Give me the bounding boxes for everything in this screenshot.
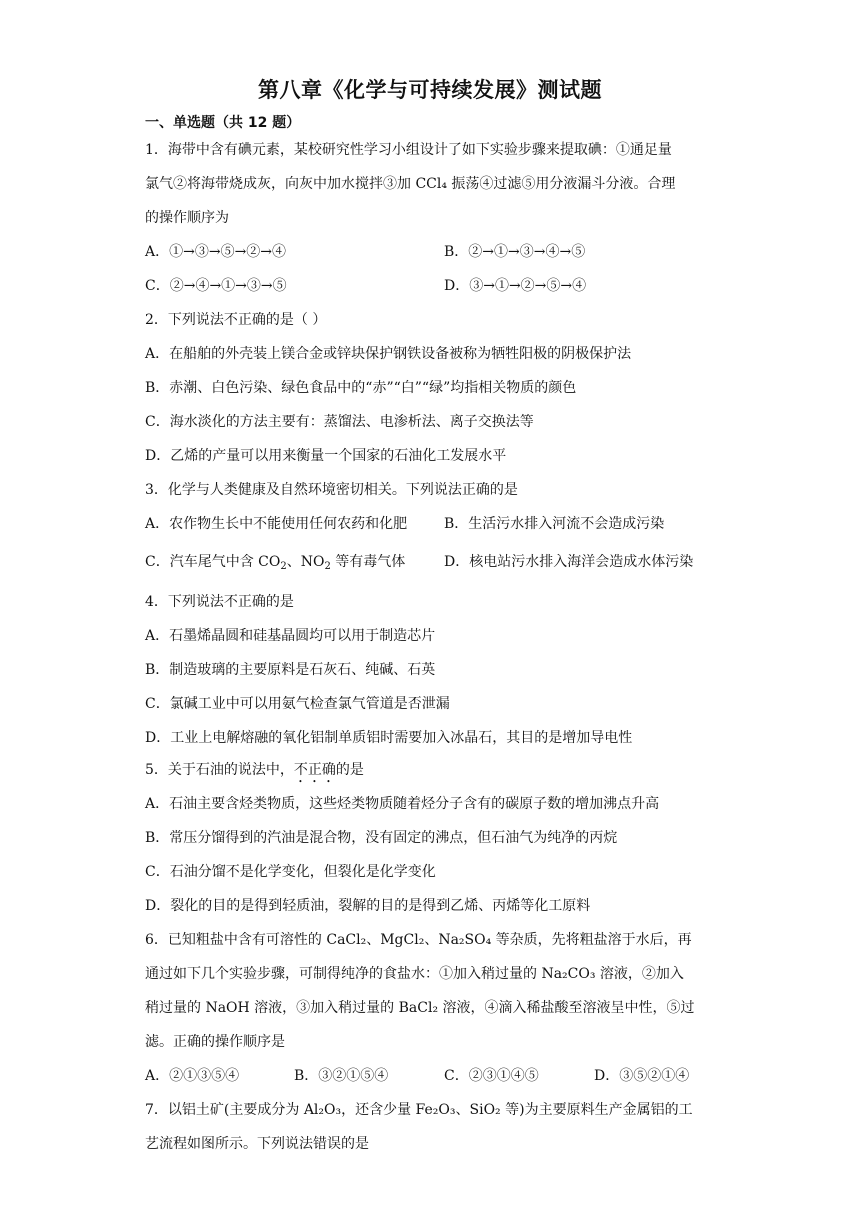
section-heading: 一、单选题（共 12 题） [145,115,301,131]
question-1-line-1: 1．海带中含有碘元素，某校研究性学习小组设计了如下实验步骤来提取碘：①通足量 [145,142,672,158]
question-6-line-1: 6．已知粗盐中含有可溶性的 CaCl₂、MgCl₂、Na₂SO₄ 等杂质，先将粗盐溶于水后，再 [145,932,692,948]
question-6-option-b: B．③②①⑤④ [294,1068,389,1084]
question-3-option-c: C．汽车尾气中含 $CO_2$、$NO_2$ 等有毒气体 [145,554,406,572]
question-1-option-b: B．②→①→③→④→⑤ [444,244,586,260]
question-4-option-c: C．氯碱工业中可以用氨气检查氯气管道是否泄漏 [145,696,450,712]
question-5-stem: 5．关于石油的说法中，不正确的是 [145,762,364,778]
emphasized-text: 不正确 [293,762,336,778]
question-6-option-a: A．②①③⑤④ [145,1068,240,1084]
question-6-option-c: C．②③①④⑤ [444,1068,539,1084]
question-2-option-b: B．赤潮、白色污染、绿色食品中的“赤”“白”“绿”均指相关物质的颜色 [145,380,577,396]
question-7-line-2: 艺流程如图所示。下列说法错误的是 [145,1136,369,1152]
question-4-stem: 4．下列说法不正确的是 [145,594,294,610]
question-4-option-b: B．制造玻璃的主要原料是石灰石、纯碱、石英 [145,662,436,678]
question-2-option-c: C．海水淡化的方法主要有：蒸馏法、电渗析法、离子交换法等 [145,414,534,430]
question-7-line-1: 7．以铝土矿(主要成分为 Al₂O₃，还含少量 Fe₂O₃、SiO₂ 等)为主要原料生产金属铝的工 [145,1102,693,1118]
page-title: 第八章《化学与可持续发展》测试题 [258,78,602,102]
question-2-stem: 2．下列说法不正确的是（ ） [145,312,327,328]
question-1-option-d: D．③→①→②→⑤→④ [444,278,587,294]
question-3-option-b: B．生活污水排入河流不会造成污染 [444,516,665,532]
question-3-stem: 3．化学与人类健康及自然环境密切相关。下列说法正确的是 [145,482,518,498]
question-1-line-3: 的操作顺序为 [145,210,229,226]
question-5-option-a: A．石油主要含烃类物质，这些烃类物质随着烃分子含有的碳原子数的增加沸点升高 [145,796,660,812]
question-5-option-b: B．常压分馏得到的汽油是混合物，没有固定的沸点，但石油气为纯净的丙烷 [145,830,618,846]
question-6-line-2: 通过如下几个实验步骤，可制得纯净的食盐水：①加入稍过量的 Na₂CO₃ 溶液，②加入 [145,966,684,982]
question-2-option-a: A．在船舶的外壳装上镁合金或锌块保护钢铁设备被称为牺牲阳极的阴极保护法 [145,346,632,362]
question-1-option-a: A．①→③→⑤→②→④ [145,244,287,260]
question-1-line-2: 氯气②将海带烧成灰，向灰中加水搅拌③加 CCl₄ 振荡④过滤⑤用分液漏斗分液。合理 [145,176,676,192]
question-2-option-d: D．乙烯的产量可以用来衡量一个国家的石油化工发展水平 [145,448,507,464]
question-6-line-3: 稍过量的 NaOH 溶液，③加入稍过量的 BaCl₂ 溶液，④滴入稀盐酸至溶液呈中性，⑤过 [145,1000,695,1016]
question-5-option-c: C．石油分馏不是化学变化，但裂化是化学变化 [145,864,436,880]
question-1-option-c: C．②→④→①→③→⑤ [145,278,287,294]
question-5-option-d: D．裂化的目的是得到轻质油，裂解的目的是得到乙烯、丙烯等化工原料 [145,898,591,914]
question-4-option-d: D．工业上电解熔融的氧化铝制单质铝时需要加入冰晶石，其目的是增加导电性 [145,730,633,746]
question-6-option-d: D．③⑤②①④ [594,1068,690,1084]
question-6-line-4: 滤。正确的操作顺序是 [145,1034,285,1050]
question-3-option-d: D．核电站污水排入海洋会造成水体污染 [444,554,694,570]
question-3-option-a: A．农作物生长中不能使用任何农药和化肥 [145,516,408,532]
question-4-option-a: A．石墨烯晶圆和硅基晶圆均可以用于制造芯片 [145,628,436,644]
